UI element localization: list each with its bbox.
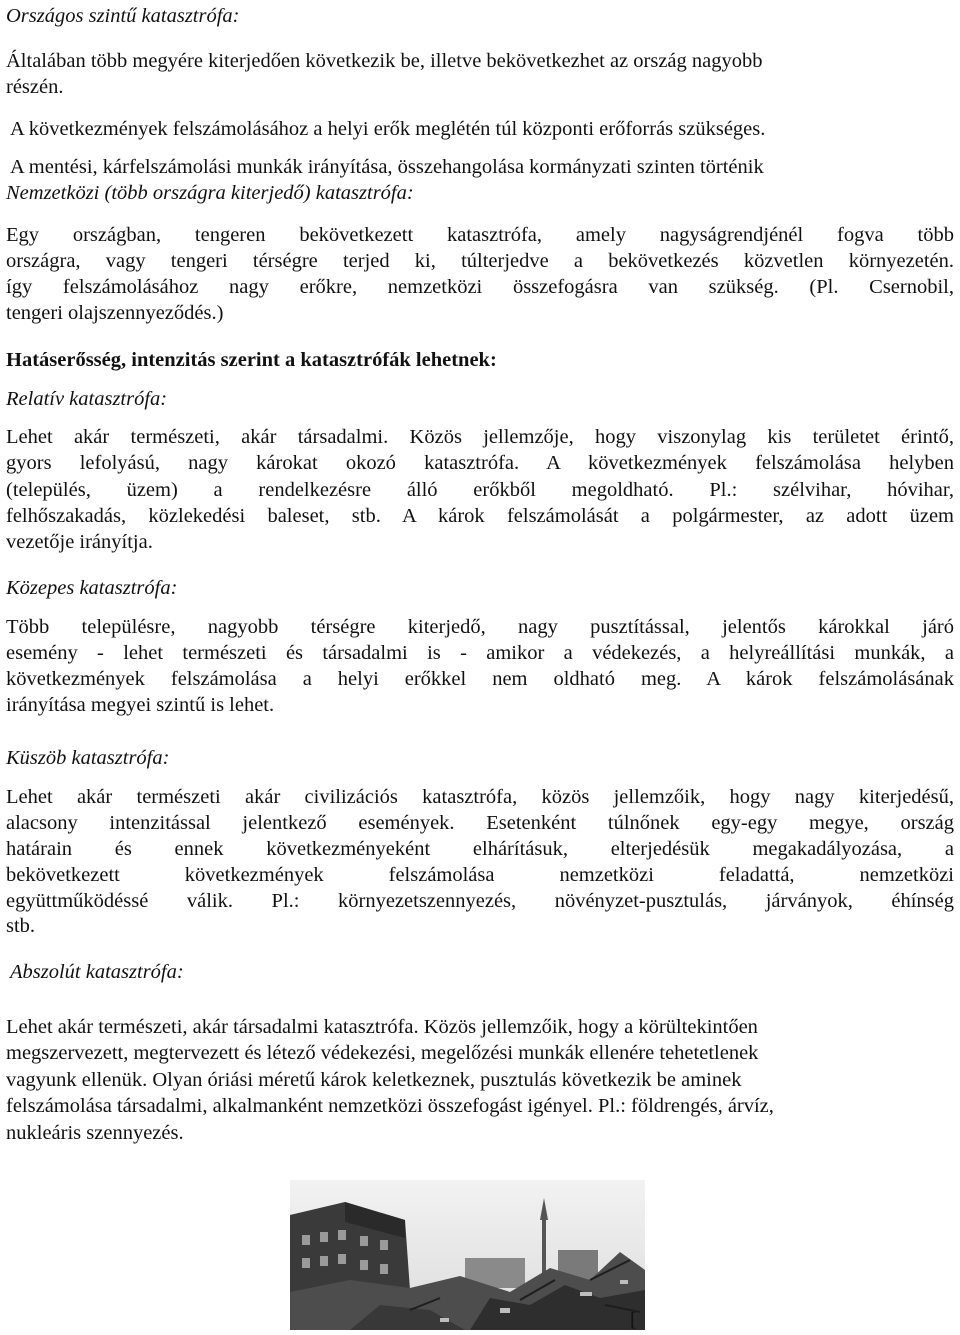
- abszolut-line-2: megszervezett, megtervezett és létező védekezési, megelőzési munkák ellenére tehetetlenek: [6, 1042, 759, 1064]
- nemzetkozi-line-3: így felszámolásához nagy erőkre, nemzetközi összefogásra van szükség. (Pl. Csernobil,: [6, 276, 954, 298]
- nemzetkozi-line-2: országra, vagy tengeri térségre terjed ki, túlterjedve a bekövetkezés közvetlen környezetén.: [6, 250, 954, 272]
- heading-abszolut: Abszolút katasztrófa:: [10, 961, 184, 983]
- disaster-ruins-photo: [290, 1180, 645, 1330]
- kuszob-line-4: bekövetkezett következmények felszámolása nemzetközi feladattá, nemzetközi: [6, 864, 954, 886]
- relativ-line-5: vezetője irányítja.: [6, 531, 153, 553]
- heading-kuszob: Küszöb katasztrófa:: [6, 747, 170, 769]
- relativ-line-4: felhőszakadás, közlekedési baleset, stb. A károk felszámolását a polgármester, az adott üzem: [6, 505, 954, 527]
- heading-orszagos: Országos szintű katasztrófa:: [6, 5, 240, 27]
- heading-hataserosseg: Hatáserősség, intenzitás szerint a katasztrófák lehetnek:: [6, 349, 497, 371]
- kuszob-line-5: együttműködéssé válik. Pl.: környezetszennyezés, növényzet-pusztulás, járványok, éhínség: [6, 890, 954, 912]
- abszolut-line-5: nukleáris szennyezés.: [6, 1122, 184, 1144]
- abszolut-line-4: felszámolása társadalmi, alkalmanként nemzetközi összefogást igényel. Pl.: földrengés, árvíz,: [6, 1095, 774, 1117]
- orszagos-line-4: A mentési, kárfelszámolási munkák irányítása, összehangolása kormányzati szinten történik: [10, 156, 764, 178]
- kozepes-line-2: esemény - lehet természeti és társadalmi is - amikor a védekezés, a helyreállítási munkák, a: [6, 642, 954, 664]
- kozepes-line-4: irányítása megyei szintű is lehet.: [6, 694, 275, 716]
- nemzetkozi-line-4: tengeri olajszennyeződés.): [6, 302, 224, 324]
- orszagos-line-2: részén.: [6, 76, 64, 98]
- heading-kozepes: Közepes katasztrófa:: [6, 577, 178, 599]
- heading-nemzetkozi: Nemzetközi (több országra kiterjedő) katasztrófa:: [6, 182, 414, 204]
- relativ-line-2: gyors lefolyású, nagy károkat okozó katasztrófa. A következmények felszámolása helyben: [6, 452, 954, 474]
- relativ-line-1: Lehet akár természeti, akár társadalmi. Közös jellemzője, hogy viszonylag kis területet érintő,: [6, 426, 954, 448]
- kuszob-line-1: Lehet akár természeti akár civilizációs katasztrófa, közös jellemzőik, hogy nagy kiterjedésű,: [6, 786, 954, 808]
- kozepes-line-1: Több településre, nagyobb térségre kiterjedő, nagy pusztítással, jelentős károkkal járó: [6, 616, 954, 638]
- abszolut-line-1: Lehet akár természeti, akár társadalmi katasztrófa. Közös jellemzőik, hogy a körültekintően: [6, 1016, 758, 1038]
- kuszob-line-2: alacsony intenzitással jelentkező események. Esetenként túlnőnek egy-egy megye, ország: [6, 812, 954, 834]
- page-mark: [: [630, 1309, 637, 1331]
- heading-relativ: Relatív katasztrófa:: [6, 388, 168, 410]
- nemzetkozi-line-1: Egy országban, tengeren bekövetkezett katasztrófa, amely nagyságrendjénél fogva több: [6, 224, 954, 246]
- abszolut-line-3: vagyunk ellenük. Olyan óriási méretű károk keletkeznek, pusztulás következik be aminek: [6, 1069, 742, 1091]
- orszagos-line-1: Általában több megyére kiterjedően következik be, illetve bekövetkezhet az ország nagyobb: [6, 50, 763, 72]
- kozepes-line-3: következmények felszámolása a helyi erőkkel nem oldható meg. A károk felszámolásának: [6, 668, 954, 690]
- orszagos-line-3: A következmények felszámolásához a helyi erők meglétén túl központi erőforrás szükséges.: [10, 118, 766, 140]
- kuszob-line-6: stb.: [6, 915, 36, 937]
- kuszob-line-3: határain és ennek következményeként elhárításuk, elterjedésük megakadályozása, a: [6, 838, 954, 860]
- relativ-line-3: (település, üzem) a rendelkezésre álló erőkből megoldható. Pl.: szélvihar, hóvihar,: [6, 479, 954, 501]
